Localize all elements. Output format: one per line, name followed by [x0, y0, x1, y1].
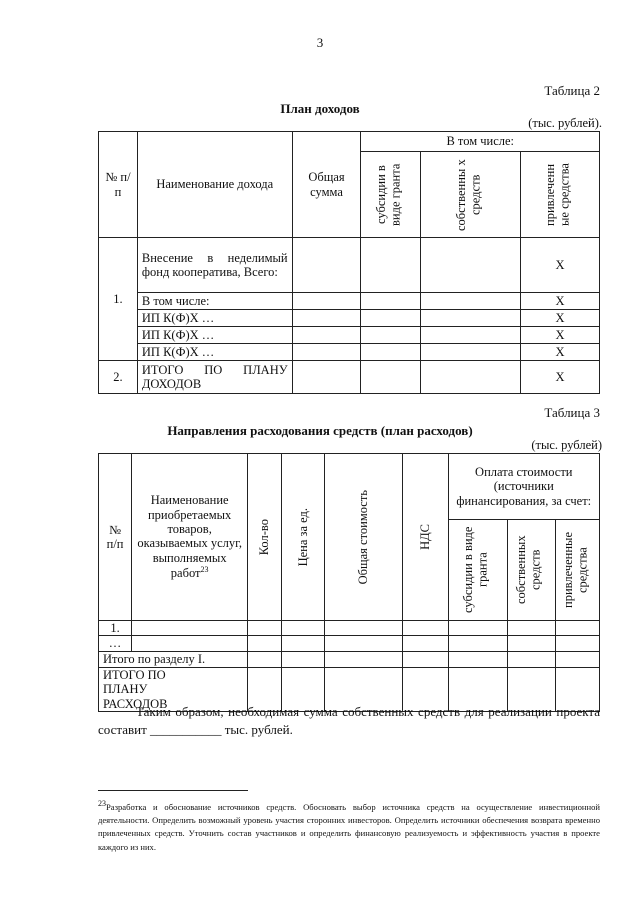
table-row [99, 327, 600, 344]
t3-row-num: 1. [99, 621, 132, 636]
t3-header-payment: Оплата стоимости (источники финансирования, за счет: [448, 454, 599, 520]
table-row [99, 344, 600, 361]
income-plan-table [98, 131, 600, 394]
t2-row-attracted: Х [521, 293, 600, 310]
footnote-mark: 23 [98, 799, 106, 808]
t2-row-name: В том числе: [137, 293, 292, 310]
table-row [99, 310, 600, 327]
t3-header-grant: субсидии в виде гранта [460, 526, 489, 614]
t2-row2-num: 2. [99, 361, 138, 394]
t3-header-num: № п/п [99, 454, 132, 621]
t2-row2-name: ИТОГО ПО ПЛАНУ ДОХОДОВ [137, 361, 292, 394]
t2-row1-num: 1. [99, 238, 138, 361]
t2-row-attracted: Х [521, 344, 600, 361]
table-row [99, 238, 600, 293]
t2-row-attracted: Х [521, 327, 600, 344]
table-row [99, 621, 600, 636]
table-row [99, 293, 600, 310]
t2-row-name: ИП К(Ф)Х … [137, 310, 292, 327]
t2-header-num: № п/п [99, 132, 138, 238]
table3-title: Направления расходования средств (план расходов) [167, 423, 473, 438]
table-row [99, 361, 600, 394]
table2-unit: (тыс. рублей). [528, 116, 602, 130]
t2-row-name: ИП К(Ф)Х … [137, 344, 292, 361]
t3-header-price: Цена за ед. [295, 507, 310, 567]
footnote-divider [98, 790, 248, 791]
t2-header-name: Наименование дохода [137, 132, 292, 238]
page-number: 3 [316, 35, 324, 50]
expense-plan-table [98, 453, 600, 712]
table2-title: План доходов [280, 101, 360, 116]
table3-label: Таблица 3 [544, 405, 600, 420]
t3-total: ИТОГО ПО ПЛАНУ РАСХОДОВ [99, 667, 248, 711]
t3-header-vat: НДС [418, 524, 433, 550]
t3-row-num: … [99, 636, 132, 651]
table2-label: Таблица 2 [544, 83, 600, 98]
table-row [99, 636, 600, 651]
t2-header-attracted: привлеченн ые средства [543, 163, 572, 226]
t2-header-including: В том числе: [361, 132, 600, 152]
t3-header-attracted: привлеченные средства [560, 532, 589, 609]
t2-row-name: ИП К(Ф)Х … [137, 327, 292, 344]
t2-header-grant: субсидии в виде гранта [373, 163, 403, 226]
summary-paragraph: Таким образом, необходимая сумма собственных средств для реализации проекта составит ___________ тыс. рублей. [98, 704, 600, 737]
t3-header-qty: Кол-во [257, 518, 272, 556]
table-row [99, 651, 600, 667]
t2-header-own: собственны х средств [453, 158, 483, 231]
t2-row-attracted: Х [521, 310, 600, 327]
t3-header-name: Наименование приобретаемых товаров, оказываемых услуг, выполняемых работ$^{23}$ [132, 454, 248, 621]
footnote [98, 798, 600, 854]
table3-unit: (тыс. рублей) [531, 438, 602, 452]
t3-header-total: Общая стоимость [356, 489, 371, 585]
t2-row-name: Внесение в неделимый фонд кооператива, Всего: [137, 238, 292, 293]
t3-header-own: собственных средств [514, 535, 543, 605]
t2-row-attracted: Х [521, 238, 600, 293]
footnote-text: Разработка и обоснование источников средств. Обосновать выбор источника средств на осуществление инвестиционной деятельности. Определить возможный уровень участия сторонних инвесторов. Определить источники обеспечения возврата временно привлеченных средств. Уточнить состав участников и определить финансовую реализуемость и эффективность участия в проекте каждого из них. [98, 801, 600, 852]
t3-subtotal: Итого по разделу I. [99, 651, 248, 667]
t2-header-total: Общая сумма [292, 132, 361, 238]
t2-row2-attracted: Х [521, 361, 600, 394]
